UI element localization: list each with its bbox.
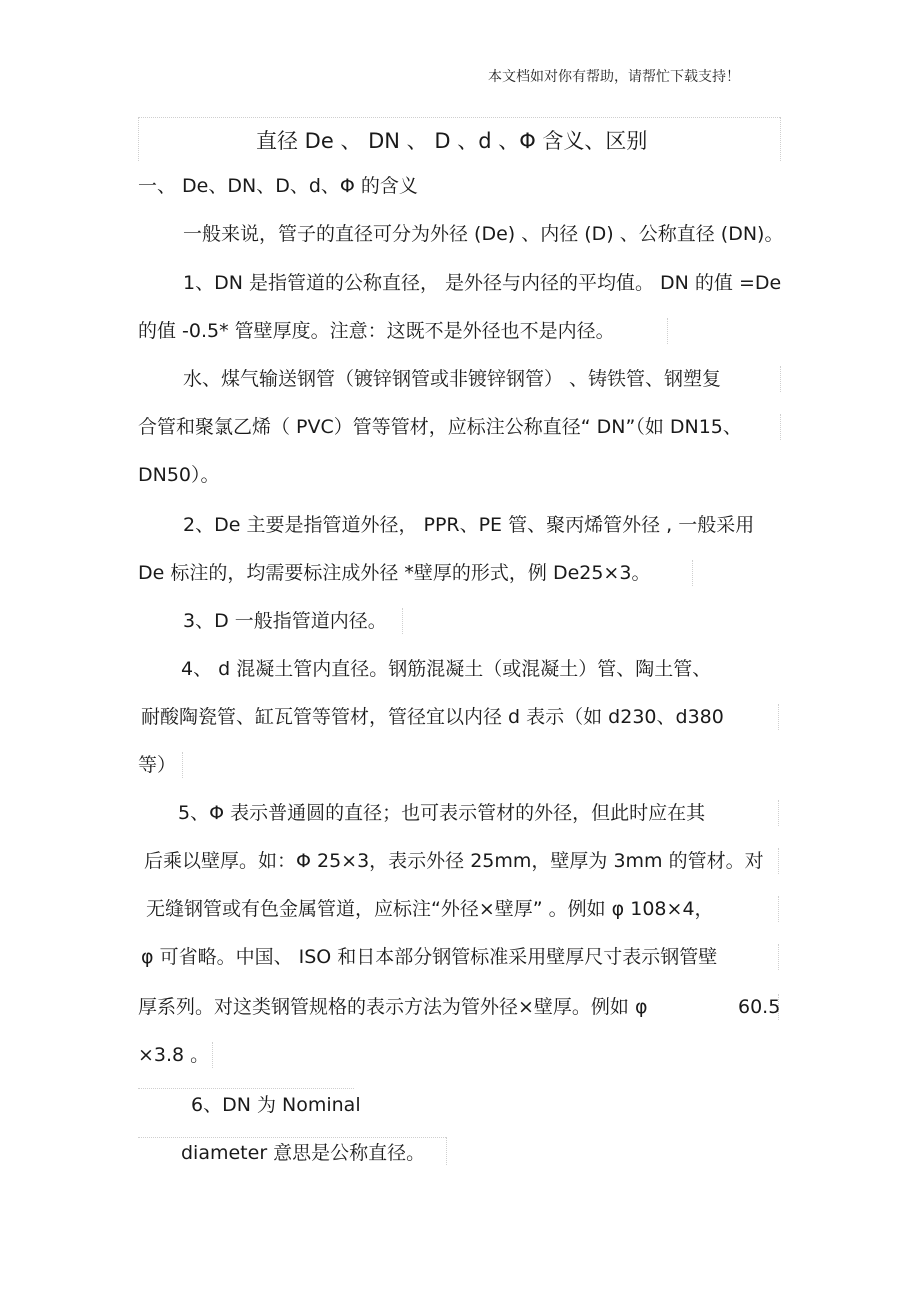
line-right-border bbox=[778, 848, 779, 874]
item2-line: De 标注的，均需要标注成外径 *壁厚的形式，例 De25×3。 bbox=[138, 562, 651, 584]
item6-line: diameter 意思是公称直径。 bbox=[181, 1142, 426, 1164]
item1-line: DN50）。 bbox=[138, 464, 220, 486]
item5-line: 5、Φ 表示普通圆的直径；也可表示管材的外径，但此时应在其 bbox=[178, 802, 706, 824]
item4-line: 耐酸陶瓷管、缸瓦管等管材，管径宜以内径 d 表示（如 d230、d380 bbox=[141, 706, 724, 728]
item5-line: 无缝钢管或有色金属管道，应标注“外径×壁厚” 。例如 φ 108×4， bbox=[146, 898, 714, 920]
item1-line: 1、DN 是指管道的公称直径， 是外径与内径的平均值。 DN 的值 =De bbox=[183, 272, 782, 294]
item4-line: 4、 d 混凝土管内直径。钢筋混凝土（或混凝土）管、陶土管、 bbox=[181, 658, 712, 680]
item4-line: 等） bbox=[138, 754, 177, 776]
document-title: 直径 De 、 DN 、 D 、d 、Φ 含义、区别 bbox=[256, 129, 648, 153]
item6-box-top-border bbox=[138, 1088, 354, 1089]
item6-line: 6、DN 为 Nominal bbox=[191, 1094, 361, 1116]
item3-line: 3、D 一般指管道内径。 bbox=[183, 610, 387, 632]
line-right-border bbox=[212, 1042, 213, 1068]
item5-line: φ 可省略。中国、 ISO 和日本部分钢管标准采用壁厚尺寸表示钢管壁 bbox=[141, 946, 718, 968]
line-right-border bbox=[778, 944, 779, 970]
item6b-box-top-border bbox=[138, 1137, 446, 1138]
item5-line: ×3.8 。 bbox=[138, 1044, 210, 1066]
item5-line-value: 60.5 bbox=[738, 996, 781, 1018]
line-right-border bbox=[778, 800, 779, 826]
line-right-border bbox=[182, 752, 183, 778]
title-box-right-border bbox=[780, 117, 781, 161]
item5-line: 后乘以壁厚。如：Φ 25×3，表示外径 25mm，壁厚为 3mm 的管材。对 bbox=[144, 850, 764, 872]
intro-paragraph: 一般来说，管子的直径可分为外径 (De) 、内径 (D) 、公称直径 (DN)。 bbox=[183, 223, 784, 245]
line-right-border bbox=[778, 896, 779, 922]
line-right-border bbox=[692, 560, 693, 586]
title-box-top-border bbox=[138, 117, 780, 118]
item5-line: 厚系列。对这类钢管规格的表示方法为管外径×壁厚。例如 φ bbox=[138, 996, 648, 1018]
item2-line: 2、De 主要是指管道外径， PPR、PE 管、聚丙烯管外径 , 一般采用 bbox=[183, 514, 755, 536]
line-right-border bbox=[780, 366, 781, 392]
line-right-border bbox=[446, 1137, 447, 1165]
item1-line: 水、煤气输送钢管（镀锌钢管或非镀锌钢管） 、铸铁管、钢塑复 bbox=[183, 368, 722, 390]
section-heading: 一、 De、DN、D、d、Φ 的含义 bbox=[138, 175, 418, 197]
item1-line: 合管和聚氯乙烯（ PVC）管等管材，应标注公称直径“ DN”（如 DN15、 bbox=[138, 416, 742, 438]
header-note: 本文档如对你有帮助，请帮忙下载支持！ bbox=[488, 69, 740, 85]
title-box-left-border bbox=[138, 117, 139, 161]
line-right-border bbox=[402, 608, 403, 634]
line-right-border bbox=[780, 414, 781, 440]
line-right-border bbox=[778, 704, 779, 730]
line-right-border bbox=[667, 318, 668, 344]
item1-line: 的值 -0.5* 管壁厚度。注意：这既不是外径也不是内径。 bbox=[138, 320, 615, 342]
